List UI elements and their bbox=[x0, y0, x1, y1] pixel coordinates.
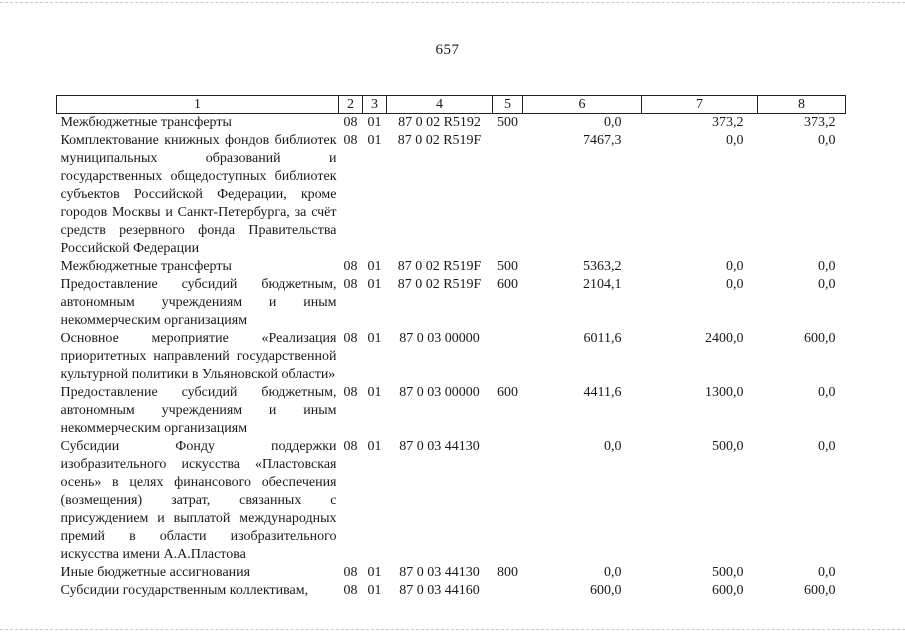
table-row bbox=[57, 276, 846, 330]
row-value-7: 600,0 bbox=[712, 583, 744, 598]
row-value-6: 7467,3 bbox=[583, 133, 622, 148]
row-target-code: 87 0 02 R5192 bbox=[398, 115, 481, 130]
row-value-6: 0,0 bbox=[604, 565, 622, 580]
row-name: Предоставление субсидий бюджетным, автономным учреждениям и иным некоммерческим организациям bbox=[60, 385, 337, 436]
table-row bbox=[57, 258, 846, 276]
column-header-3: 3 bbox=[363, 96, 387, 114]
row-value-6: 4411,6 bbox=[583, 385, 622, 400]
column-header-7: 7 bbox=[642, 96, 758, 114]
row-section: 08 bbox=[343, 115, 358, 130]
row-expense-type: 600 bbox=[497, 385, 518, 400]
scan-edge-top bbox=[0, 2, 905, 3]
row-target-code: 87 0 03 44160 bbox=[399, 583, 480, 598]
row-value-6: 6011,6 bbox=[583, 331, 622, 346]
row-value-7: 500,0 bbox=[712, 439, 744, 454]
row-target-code: 87 0 03 44130 bbox=[399, 565, 480, 580]
row-section: 08 bbox=[343, 385, 358, 400]
row-value-8: 0,0 bbox=[818, 259, 836, 274]
row-section: 08 bbox=[343, 133, 358, 148]
row-expense-type: 600 bbox=[497, 277, 518, 292]
row-subsection: 01 bbox=[367, 331, 382, 346]
row-target-code: 87 0 02 R519F bbox=[397, 133, 482, 148]
row-value-6: 5363,2 bbox=[583, 259, 622, 274]
row-value-8: 0,0 bbox=[818, 277, 836, 292]
column-header-5: 5 bbox=[493, 96, 523, 114]
row-name: Предоставление субсидий бюджетным, автономным учреждениям и иным некоммерческим организациям bbox=[60, 277, 337, 328]
row-value-8: 0,0 bbox=[818, 439, 836, 454]
table-row bbox=[57, 438, 846, 564]
column-header-4: 4 bbox=[387, 96, 493, 114]
budget-table bbox=[56, 95, 846, 600]
row-expense-type bbox=[493, 438, 523, 564]
row-value-8: 373,2 bbox=[804, 115, 836, 130]
row-name: Комплектование книжных фондов библиотек муниципальных образований и государственных общедоступных библиотек субъектов Российской Федерации, кроме городов Москвы и Санкт-Петербурга, за счёт средств резервного фонда Правительства Российской Федерации bbox=[60, 133, 337, 256]
row-section: 08 bbox=[343, 331, 358, 346]
row-subsection: 01 bbox=[367, 385, 382, 400]
row-name: Межбюджетные трансферты bbox=[60, 259, 232, 274]
row-value-7: 1300,0 bbox=[705, 385, 744, 400]
table-row bbox=[57, 330, 846, 384]
row-subsection: 01 bbox=[367, 115, 382, 130]
row-subsection: 01 bbox=[367, 259, 382, 274]
row-value-7: 2400,0 bbox=[705, 331, 744, 346]
row-target-code: 87 0 02 R519F bbox=[397, 259, 482, 274]
row-value-7: 0,0 bbox=[726, 133, 744, 148]
row-expense-type: 500 bbox=[497, 259, 518, 274]
row-section: 08 bbox=[343, 439, 358, 454]
row-expense-type bbox=[493, 132, 523, 258]
row-expense-type bbox=[493, 582, 523, 600]
column-number-header-row bbox=[57, 96, 846, 114]
row-subsection: 01 bbox=[367, 583, 382, 598]
row-subsection: 01 bbox=[367, 133, 382, 148]
row-expense-type: 800 bbox=[497, 565, 518, 580]
row-subsection: 01 bbox=[367, 565, 382, 580]
row-value-8: 600,0 bbox=[804, 583, 836, 598]
row-value-6: 600,0 bbox=[590, 583, 622, 598]
row-name: Иные бюджетные ассигнования bbox=[60, 565, 251, 580]
row-value-8: 600,0 bbox=[804, 331, 836, 346]
row-subsection: 01 bbox=[367, 277, 382, 292]
row-target-code: 87 0 03 00000 bbox=[399, 331, 480, 346]
row-expense-type: 500 bbox=[497, 115, 518, 130]
scan-edge-bottom bbox=[0, 629, 905, 630]
row-target-code: 87 0 02 R519F bbox=[397, 277, 482, 292]
column-header-6: 6 bbox=[523, 96, 642, 114]
row-value-8: 0,0 bbox=[818, 133, 836, 148]
row-target-code: 87 0 03 44130 bbox=[399, 439, 480, 454]
row-target-code: 87 0 03 00000 bbox=[399, 385, 480, 400]
row-section: 08 bbox=[343, 277, 358, 292]
row-value-6: 0,0 bbox=[604, 439, 622, 454]
row-name: Субсидии Фонду поддержки изобразительного искусства «Пластовская осень» в целях финансового обеспечения (возмещения) затрат, связанных с присуждением и выплатой международных премий в области изобразительного искусства имени А.А.Пластова bbox=[60, 439, 337, 562]
row-value-6: 2104,1 bbox=[583, 277, 622, 292]
row-value-7: 0,0 bbox=[726, 259, 744, 274]
column-header-2: 2 bbox=[339, 96, 363, 114]
row-name: Основное мероприятие «Реализация приоритетных направлений государственной культурной политики в Ульяновской области» bbox=[60, 331, 337, 382]
row-value-7: 373,2 bbox=[712, 115, 744, 130]
row-value-8: 0,0 bbox=[818, 385, 836, 400]
row-section: 08 bbox=[343, 259, 358, 274]
row-value-6: 0,0 bbox=[604, 115, 622, 130]
table-row bbox=[57, 582, 846, 600]
row-subsection: 01 bbox=[367, 439, 382, 454]
page-number: 657 bbox=[435, 42, 460, 58]
row-value-8: 0,0 bbox=[818, 565, 836, 580]
column-header-8: 8 bbox=[758, 96, 846, 114]
row-name: Субсидии государственным коллективам, bbox=[60, 583, 309, 598]
row-expense-type bbox=[493, 330, 523, 384]
row-value-7: 500,0 bbox=[712, 565, 744, 580]
row-section: 08 bbox=[343, 583, 358, 598]
row-name: Межбюджетные трансферты bbox=[60, 115, 232, 130]
table-row bbox=[57, 384, 846, 438]
table-row bbox=[57, 132, 846, 258]
column-header-1: 1 bbox=[57, 96, 339, 114]
table-row bbox=[57, 114, 846, 133]
table-row bbox=[57, 564, 846, 582]
row-section: 08 bbox=[343, 565, 358, 580]
row-value-7: 0,0 bbox=[726, 277, 744, 292]
